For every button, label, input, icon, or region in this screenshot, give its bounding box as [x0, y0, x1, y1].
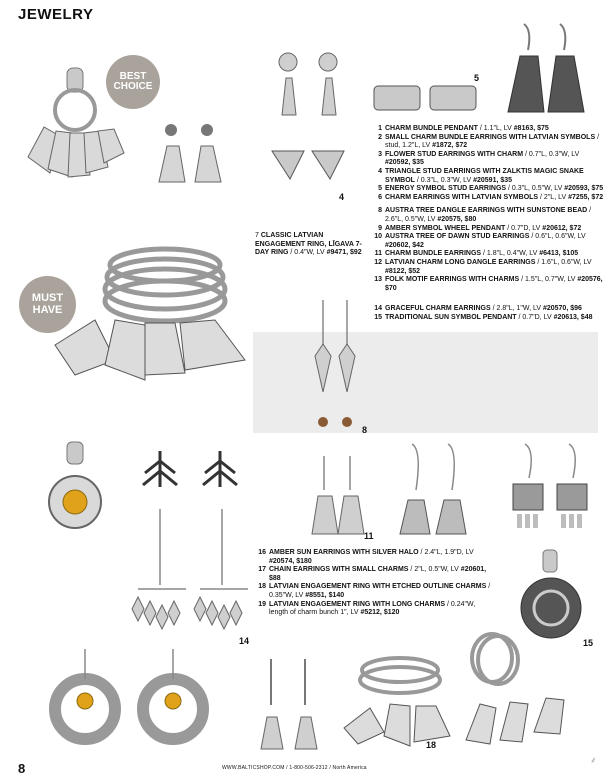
item-number-8: 8: [362, 425, 368, 435]
classic-engagement-ring-image: [45, 225, 255, 390]
amber-wheel-pendant-image: [45, 440, 105, 535]
item-number-18: 18: [426, 740, 437, 750]
spec-11: 11 CHARM BUNDLE EARRINGS / 1.8"L, 0.4"W, LV #6413, $105: [374, 250, 579, 258]
page-title: JEWELRY: [18, 6, 94, 23]
spec-6: 6 CHARM EARRINGS WITH LATVIAN SYMBOLS / 2"L, LV #7255, $72: [378, 193, 604, 201]
page-number: 8: [18, 761, 26, 776]
must-have-badge: MUST HAVE: [19, 276, 76, 333]
triangle-stud-earrings-image: [268, 145, 348, 185]
classic-ring-spec: 7 CLASSIC LATVIAN ENGAGEMENT RING, LĪGAVA 7-DAY RING / 0.4"W, LV #9471, $92: [255, 232, 362, 257]
chain-earrings-image: [255, 655, 325, 755]
item-number-14: 14: [239, 636, 250, 646]
spec-3: 3 FLOWER STUD EARRINGS WITH CHARM / 0.7"L, 0.3"W, LV #20592, $35: [378, 150, 580, 167]
spec-19: 19 LATVIAN ENGAGEMENT RING WITH LONG CHARMS / 0.24"W, length of charm bunch 1", LV #5212, $120: [258, 600, 476, 617]
item-number-11: 11: [364, 531, 374, 541]
item-number-4: 4: [339, 192, 345, 202]
spec-16: 16 AMBER SUN EARRINGS WITH SILVER HALO / 2.4"L, 1.9"D, LV #20574, $180: [258, 549, 474, 565]
product-spec-list-secondary: [256, 549, 491, 618]
spec-17: 17 CHAIN EARRINGS WITH SMALL CHARMS / 2"L, 0.5"W, LV #20601, $88: [258, 566, 487, 582]
graceful-charm-earrings-image: [130, 505, 260, 645]
spec-14: 14 GRACEFUL CHARM EARRINGS / 2.8"L, 1"W, LV #20570, $96: [374, 305, 582, 313]
spec-18: 18 LATVIAN ENGAGEMENT RING WITH ETCHED OUTLINE CHARMS / 0.35"W, LV #8551, $140: [258, 583, 491, 599]
small-charm-earrings-image: [155, 122, 225, 187]
engagement-ring-etched-charms-image: [340, 648, 458, 748]
flower-stud-earrings-image: [270, 50, 350, 120]
spec-13: 13 FOLK MOTIF EARRINGS WITH CHARMS / 1.5"L, 0.7"W, LV #20576, $70: [374, 276, 603, 292]
spec-12: 12 LATVIAN CHARM LONG DANGLE EARRINGS / 1.6"L, 0.6"W, LV #8122, $52: [374, 258, 592, 275]
spec-4: 4 TRIANGLE STUD EARRINGS WITH ZALKTIS MAGIC SNAKE SYMBOL / 0.3"L, 0.3"W, LV #20591, $35: [378, 167, 584, 184]
spec-5: 5 ENERGY SYMBOL STUD EARRINGS / 0.3"L, 0.5"W, LV #20593, $75: [378, 185, 604, 193]
best-choice-badge: BEST CHOICE: [106, 55, 160, 109]
spec-9: 9 AMBER SYMBOL WHEEL PENDANT / 0.7"D, LV #20612, $72: [378, 224, 582, 232]
engagement-ring-long-charms-image: [460, 628, 590, 748]
charm-bundle-earrings-image: [308, 450, 368, 540]
folk-motif-earrings-image: [505, 440, 595, 535]
spec-15: 15 TRADITIONAL SUN SYMBOL PENDANT / 0.7"D, LV #20613, $48: [374, 313, 593, 321]
product-spec-list: [372, 125, 604, 322]
amber-sun-earrings-image: [45, 645, 215, 755]
ornament-icon: ⸙: [590, 755, 597, 765]
spec-8: 8 AUSTRA TREE DANGLE EARRINGS WITH SUNSTONE BEAD / 2.6"L, 0.5"W, LV #20575, $80: [378, 207, 592, 223]
item-number-15: 15: [583, 638, 594, 648]
charm-earrings-image: [500, 20, 590, 120]
austra-tree-dangle-earrings-image: [305, 296, 365, 431]
austra-tree-stud-earrings-image: [135, 445, 250, 490]
spec-10: 10 AUSTRA TREE OF DAWN STUD EARRINGS / 0.6"L, 0.6"W, LV #20602, $42: [374, 233, 586, 249]
item-number-5: 5: [474, 73, 480, 83]
footer-contact: WWW.BALTICSHOP.COM / 1-800-506-2312 / North America: [222, 765, 367, 771]
spec-1: 1 CHARM BUNDLE PENDANT / 1.1"L, LV #8163, $75: [378, 125, 549, 132]
energy-symbol-earrings-image: [370, 82, 480, 114]
latvian-charm-dangle-earrings-image: [392, 440, 472, 540]
spec-2: 2 SMALL CHARM BUNDLE EARRINGS WITH LATVIAN SYMBOLS / stud, 1.2"L, LV #1872, $72: [378, 133, 600, 150]
